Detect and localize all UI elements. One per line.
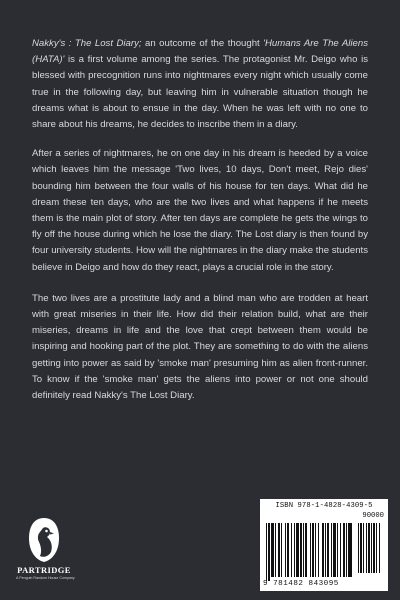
blurb-paragraph-2: After a series of nightmares, he on one day in his dream is heeded by a voice which leaves him the message 'Two lives, 10 days, Don't meet, Rejo dies' bounding him between the four walls of his house for ten days. What did he dream these ten days, who are the two lives and what happens if he meets them is the main plot of story. After ten days are complete he gets the wings to fly off the house during which he lose the diary. The Lost diary is then found by four university students. How will the nightmares in the diary make the students believe in Deigo and how do they react, plays a crucial role in the story. [32, 148, 368, 273]
blurb-text [32, 36, 368, 419]
thought-title: 'Humans Are The Aliens (HATA)' [32, 38, 369, 66]
price-code: 90000 [362, 512, 384, 520]
blurb-paragraph-1-text-b: is a first volume among the series. The protagonist Mr. Deigo who is blessed with precognition runs into nightmares every night which usually come true in the following day, but leaving him in vulnerable situation though he dreams what is about to ensue in the day. When he was left with no one to share about his dreams, he decides to inscribe them in a diary. [32, 54, 368, 131]
barcode-bars [260, 499, 388, 591]
publisher-logo [16, 516, 75, 586]
blurb-paragraph-1-text-a: an outcome of the thought [141, 38, 264, 49]
ean-digits: 9 781482 843095 [263, 580, 339, 588]
book-title: Nakky's : The Lost Diary; [32, 38, 142, 49]
isbn-number: ISBN 978-1-4828-4309-5 [275, 502, 373, 510]
isbn-barcode [260, 499, 388, 591]
blurb-paragraph-3: The two lives are a prostitute lady and a blind man who are trodden at heart with great miseries in their life. How did their relation build, what are their miseries, dreams in life and the love that crept between them would be inspiring and hooking part of the plot. They are something to do with the aliens getting into power as said by 'smoke man' presuming him as alien front-runner. To know if the 'smoke man' gets the aliens into power or not one should definitely read Nakky's The Lost Diary. [32, 292, 368, 402]
blurb-paragraph-1 [32, 36, 368, 133]
partridge-bird-icon [27, 516, 61, 564]
publisher-name: PARTRIDGE [17, 565, 71, 575]
publisher-tagline: A Penguin Random House Company [16, 576, 75, 580]
